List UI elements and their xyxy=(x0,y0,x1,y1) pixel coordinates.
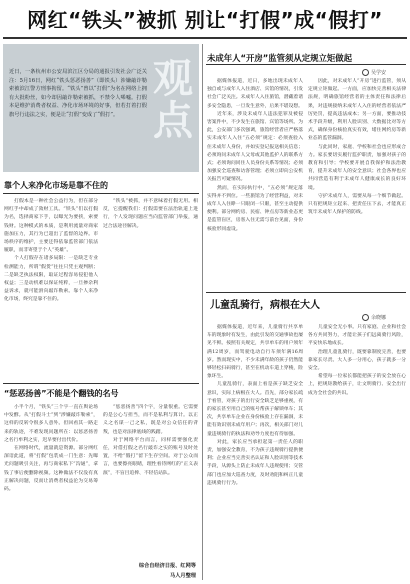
author-icon xyxy=(362,69,369,76)
left-top-column-1 xyxy=(4,198,98,380)
right-top-column-1 xyxy=(207,78,303,288)
section-divider xyxy=(206,64,406,65)
byline-right-top xyxy=(362,69,386,76)
paragraph: 儿童乱骑行，表面上看是孩子缺乏安全意识，实际上病根在大人。首先，部分家长疏于看管，对孩子的出行安全缺乏足够重视，有的家长甚至用自己的账号帮孩子解锁单车；其次，共享单车企业在身份核验上存在漏洞，未能有效识别未成年用户；再次，相关部门对儿童违规骑行的执法和劝导力度也有待加强。 xyxy=(207,382,303,437)
paragraph: “惩恶扬善”四个字，分量很重。它需要的是公心与担当，而不是私利与算计。以正义之名谋一己之私，既是对公众信任的背叛，也是对法律底线的践踏。 xyxy=(103,405,198,435)
section-title-left-bottom: “惩恶扬善”不能是个翻钱的名号 xyxy=(4,389,119,398)
section-title-right-top: 未成年人“开房”监管须从定规立矩做起 xyxy=(207,53,353,63)
left-bottom-column-1 xyxy=(4,404,98,576)
feature-box xyxy=(3,44,199,172)
section-title-left-top: 靠个人来净化市场是靠不住的 xyxy=(4,181,108,190)
author-icon xyxy=(362,314,369,321)
section-divider xyxy=(206,292,406,293)
section-divider xyxy=(3,383,199,384)
paragraph: 据媒体报道，近年来，儿童骑行共享单车的现象时有发生，由此引发的交通事故也屡见不鲜。按照有关规定，共享单车的用户须年满12周岁，而驾驶电动自行车须年满16周岁。然而现实中，不少未满年龄的孩子仍然能够轻松扫码骑行，甚至在机动车道上穿梭，险象环生。 xyxy=(207,325,303,380)
paragraph: 治理儿童乱骑行，既要靠制度完善，也要靠家长尽责。大人多一分用心，孩子就多一分安全。 xyxy=(308,349,406,372)
left-top-column-2 xyxy=(103,198,198,380)
page-headline: 网红“铁头”被抓 别让“打假”成“假打” xyxy=(27,7,383,32)
section-divider xyxy=(3,193,199,194)
paragraph: 在网络时代，流量就是资源。部分网红深谙此道，将“打假”包装成一门生意：先曝光问题吸引关注，再与商家私下“沟通”，拿钱了事后便删除视频。这种做法不仅没有真正解决问题，反而让消费者权益沦为交易筹码。 xyxy=(4,446,98,493)
section-title-right-bottom: 儿童乱骑行，病根在大人 xyxy=(210,300,320,311)
credit-source: 综合自经济日报、红网等 xyxy=(138,563,196,569)
byline-author: 吴学安 xyxy=(371,70,387,76)
paragraph: 个人打假存在诸多局限：一是缺乏专业检测能力，所谓“假货”往往只凭主观判断；二是缺乏执法权限，取证过程容易侵犯他人权益；三是动机难以保证纯粹，一旦掺杂利益诉求，就可能滑向敲诈勒索。靠个人来净化市场，终究是靠不住的。 xyxy=(4,256,98,303)
paragraph: 打假本是一种社会公益行为，但在部分网红手中却成了敛财工具。“铁头”们以打假为名，选择商家下手，以曝光为要挟，索要钱财。这种模式的本质，是利用流量对商家施加压力，其行为已超出了监督的边界。市场秩序的维护，主要还得依靠监管部门依法履职，而非寄望于个人“英雄”。 xyxy=(4,199,98,254)
credit-editor: 马人月整理 xyxy=(170,573,196,579)
paragraph: 儿童安全无小事。只有家庭、企业和社会各方共同努力，才能让孩子们远离骑行风险，平安快乐地成长。 xyxy=(308,325,406,347)
right-bottom-column-2 xyxy=(308,324,406,578)
paragraph: 近年来，涉及未成年人违法犯罪及被侵害案件中，不少发生在旅馆、宾馆等场所。为此，公安部门多次强调，旅馆经营者应严格落实未成年人入住“五必须”规定：必须查验入住未成年人身份，并如实登记报送相关信息；必须询问未成年人父母或其他监护人的联系方式；必须询问同住人员身份关系等情况；必须加强安全巡查和访客管理；必须立即向公安机关报告可疑情况。 xyxy=(207,111,303,183)
left-bottom-column-2 xyxy=(103,404,198,552)
paragraph: 与此同时，家庭、学校和社会也应形成合力。家长要切实履行监护职责，加强对孩子的教育和引导；学校要开展自我保护和法治教育，提升未成年人的安全意识；社会各界也应共同营造有利于未成年人健康成长的良好环境。 xyxy=(308,144,406,191)
paragraph: 然而，在实际执行中，“五必须”规定落实得并不到位。一些旅馆为了经营利益，对未成年人入住睁一只眼闭一只眼，甚至主动提供便利。部分网约房、民宿、钟点房等新业态更是监管盲区，房客入住无需与前台见面，身份核验形同虚设。 xyxy=(207,185,303,232)
paragraph: 因此，对未成年人“开房”进行监管，须从定规立矩做起。一方面，应加快完善相关法律法规，明确旅馆经营者的主体责任和法律后果，对违规接纳未成年人入住的经营者依法严厉处罚，提高违法成本；另一方面，要推动技术手段升级，利用人脸识别、大数据比对等方式，确保身份核验真实有效，堵住网约房等新业态的监管漏洞。 xyxy=(308,79,406,142)
feature-text: 近日，一条杭州市公安局滨江区分局的通报引发社会广泛关注：5月16日，网红“铁头惩恶扬善”（即铁头）涉嫌敲诈勒索被滨江警方刑事拘留。“铁头”曾以“打假”为名在网络上拥有大批粉丝，如今却因敲诈勒索被抓，不禁令人唏嘘。打假本是维护消费者权益、净化市场环境的好事，但若打着打假旗号行违法之实，便是让“打假”变成了“假打”。 xyxy=(9,69,147,118)
paragraph: 小半个月，“铁头”三个字一直在舆论场中发酵。从“打假斗士”到“涉嫌敲诈勒索”，这样的反转令很多人意外。但回看其一路走来的轨迹，不难发现问题所在：以惩恶扬善之名行牟利之实，迟早要付出代价。 xyxy=(4,405,98,443)
byline-right-bottom xyxy=(362,314,386,321)
headline-divider xyxy=(3,37,407,39)
paragraph: 据媒体报道，近日，多地出现未成年人独自或与成年人入住酒店、宾馆的情况，引发社会广泛关注。未成年人入住旅馆，潜藏着诸多安全隐患，一旦发生意外，后果不堪设想。 xyxy=(207,79,303,109)
right-top-column-2 xyxy=(308,78,406,288)
paragraph: “铁头”被抓，并不意味着打假无用。相反，它提醒我们：打假需要在法治轨道上进行，个人发现问题应当向监管部门举报，通过合法途径解决。 xyxy=(103,199,198,229)
byline-author: 余晓娜 xyxy=(371,315,387,321)
paragraph: 对此，家长应当承担起第一责任人的职责，加强安全教育，不为孩子违规骑行提供便利；企业应当完善实名认证和人脸识别等技术手段，从源头上防止未成年人违规使用；交管部门也应加大巡查力度，及时劝阻和纠正儿童违规骑行行为。 xyxy=(207,439,303,486)
column-divider xyxy=(202,44,203,580)
guandian-watermark: 观点 xyxy=(153,55,193,144)
paragraph: 守护未成年人，需要从每一个细节做起。只有把规矩立起来、把责任压下去，才能真正筑牢未成年人保护的防线。 xyxy=(308,193,406,216)
paragraph: 希望每一位家长都能把孩子的安全放在心上，把规矩教给孩子，让文明骑行、安全出行成为全社会的共识。 xyxy=(308,374,406,396)
right-bottom-column-1 xyxy=(207,324,303,578)
paragraph: 对于网络平台而言，同样需要强化责任，对借打假之名行敲诈之实的账号及时处置，不给“假打”留下生存空间。对于公众而言，也要擦亮眼睛，理性看待网红的“正义表演”，不盲目追捧、不轻信站队。 xyxy=(103,437,198,476)
